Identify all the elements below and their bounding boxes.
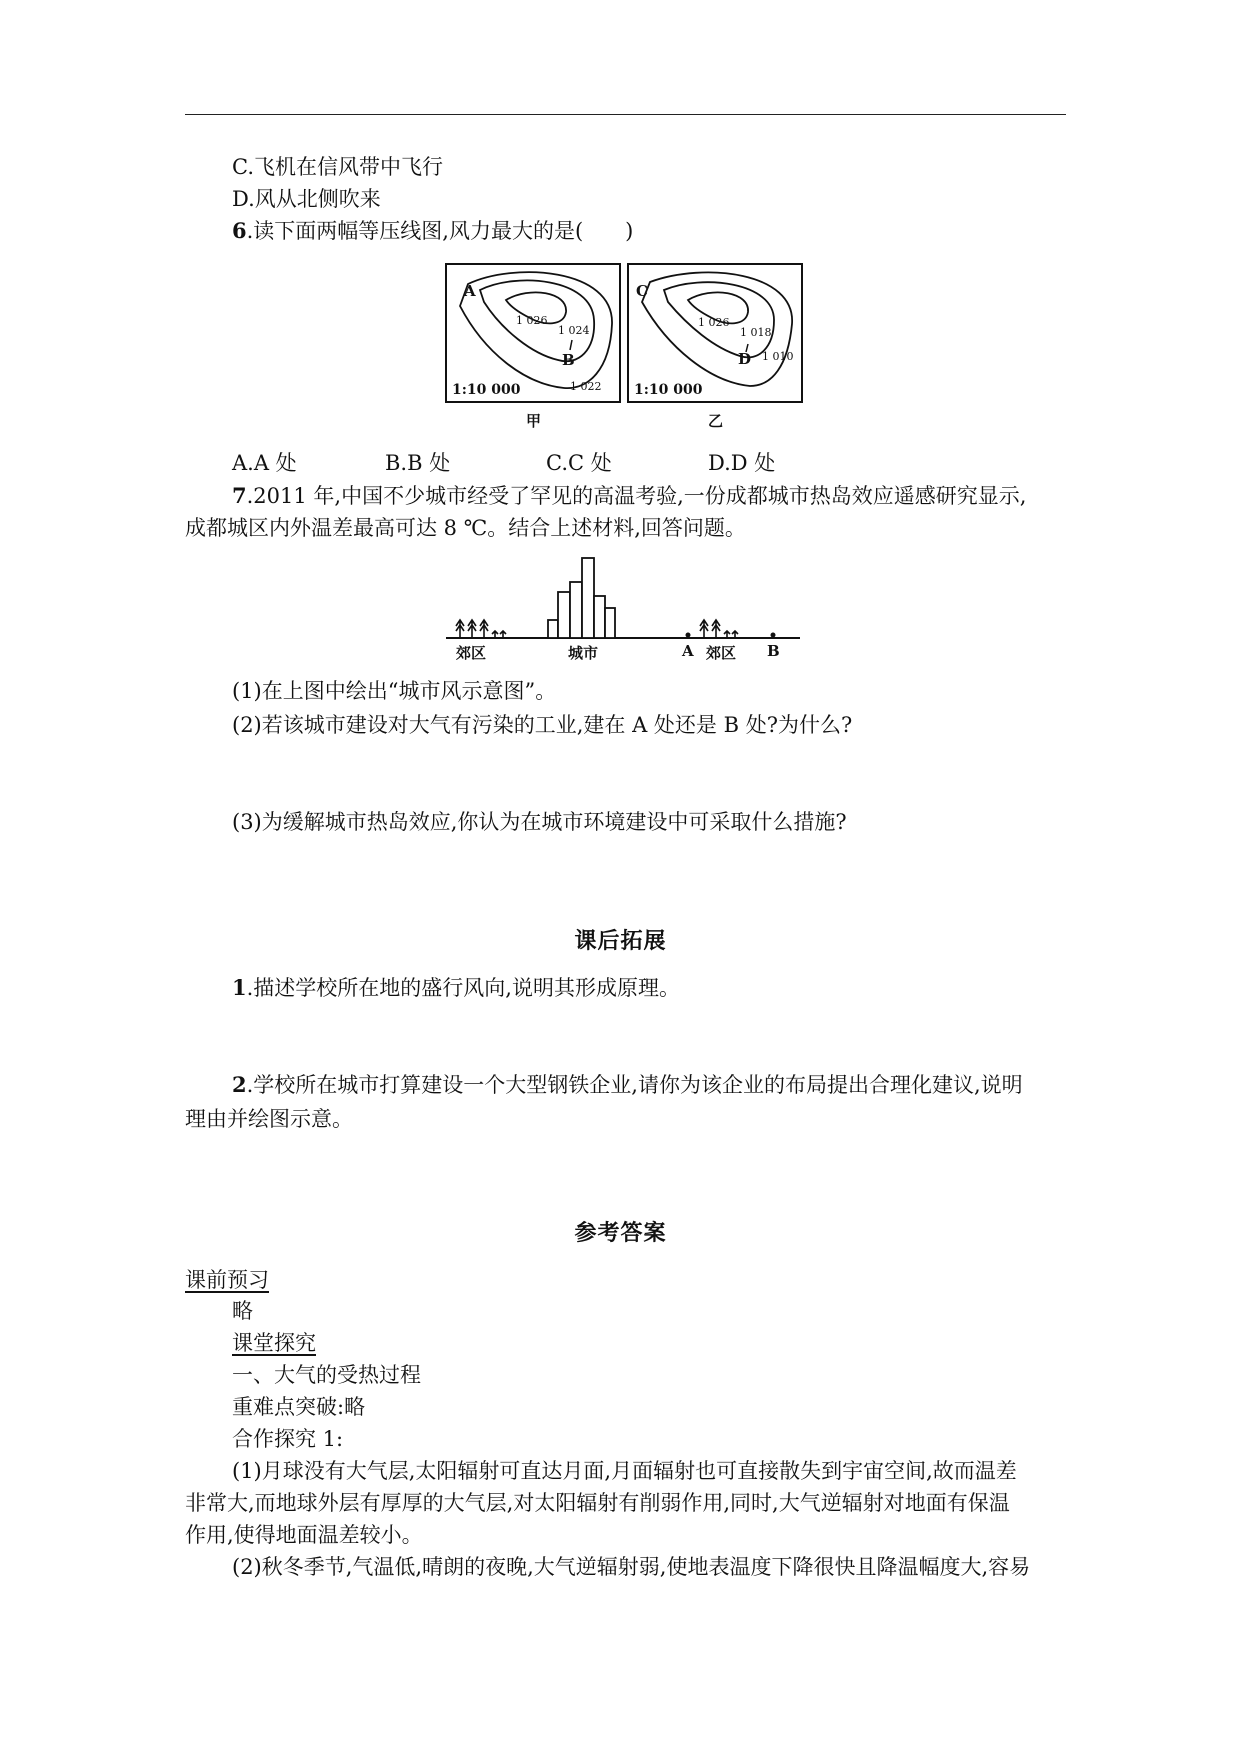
q5-option-c: C.飞机在信风带中飞行 [232,155,443,179]
answers-preview-heading: 课前预习 [185,1268,269,1292]
q6-option-b: B.B 处 [385,451,451,475]
label-suburb-left: 郊区 [456,644,487,662]
q5-option-d: D.风从北侧吹来 [232,187,381,211]
answers-p2-line-1: (2)秋冬季节,气温低,晴朗的夜晚,大气逆辐射弱,使地表温度下降很快且降温幅度大,容易 [232,1555,1031,1579]
map-yi-isobar-1018: 1 018 [740,326,772,339]
answers-preview-text: 略 [232,1299,253,1323]
answers-section-1: 一、大气的受热过程 [232,1363,421,1387]
map-jia-caption: 甲 [526,412,542,430]
answers-key-points: 重难点突破:略 [232,1395,366,1419]
q6-stem [232,216,633,246]
section-title-answers: 参考答案 [574,1220,667,1246]
answers-p1-line-1: (1)月球没有大气层,太阳辐射可直达月面,月面辐射也可直接散失到宇宙空间,故而温差 [232,1459,1017,1483]
urban-heat-island-figure [444,554,804,664]
label-city: 城市 [568,644,599,662]
map-jia-point-a: A [464,282,476,300]
q7-sub-3: (3)为缓解城市热岛效应,你认为在城市环境建设中可采取什么措施? [232,810,847,834]
map-yi-isobar-1010: 1 010 [762,350,794,363]
q7-line-2: 成都城区内外温差最高可达 8 ℃。结合上述材料,回答问题。 [185,516,746,540]
tree-icon [456,620,506,638]
point-a-marker [686,633,691,638]
q7-number: 7 [232,483,247,508]
map-yi-scale: 1:10 000 [634,382,703,398]
q7-sub-2: (2)若该城市建设对大气有污染的工业,建在 A 处还是 B 处?为什么? [232,713,853,737]
tree-icon [700,620,738,638]
point-b-marker [771,633,776,638]
map-jia-isobar-1022: 1 022 [570,380,602,393]
map-jia-point-b-tick [570,340,572,350]
map-yi-point-c: C [636,282,648,300]
ext-q2-line-1: 2.学校所在城市打算建设一个大型钢铁企业,请你为该企业的布局提出合理化建议,说明 [232,1072,1023,1097]
map-yi-point-d: D [738,350,752,368]
q6-number: 6 [232,218,247,243]
map-jia-isobar-1024: 1 024 [558,324,590,337]
map-yi-isobar-1026: 1 026 [698,316,730,329]
ext-q2-line-2: 理由并绘图示意。 [185,1107,353,1131]
map-yi-caption: 乙 [708,412,724,430]
answers-coop-1: 合作探究 1: [232,1427,344,1451]
map-jia-scale: 1:10 000 [452,382,521,398]
map-jia-point-b: B [562,351,575,369]
label-point-a: A [682,642,694,660]
q6-option-d: D.D 处 [708,451,776,475]
q6-stem-text: .读下面两幅等压线图,风力最大的是( ) [246,219,634,243]
answers-class-heading: 课堂探究 [232,1331,316,1355]
answers-p1-line-2: 非常大,而地球外层有厚厚的大气层,对太阳辐射有削弱作用,同时,大气逆辐射对地面有保温 [185,1491,1010,1515]
isobar-maps-figure [444,262,804,432]
isobar-map-yi [628,264,802,430]
header-rule [185,114,1066,115]
label-suburb-right: 郊区 [706,644,737,662]
isobar-map-jia [446,264,620,430]
ext-q1-number: 1 [232,975,247,1000]
label-point-b: B [767,642,780,660]
ext-q2-number: 2 [232,1072,247,1097]
city-buildings [548,558,615,638]
q6-option-c: C.C 处 [546,451,612,475]
section-title-extension: 课后拓展 [574,928,667,954]
map-jia-isobar-1026: 1 026 [516,314,548,327]
ext-q1: 1.描述学校所在地的盛行风向,说明其形成原理。 [232,975,680,1000]
q7-line-1: 7.2011 年,中国不少城市经受了罕见的高温考验,一份成都城市热岛效应遥感研究显示, [232,483,1027,508]
q6-option-a: A.A 处 [232,451,297,475]
answers-p1-line-3: 作用,使得地面温差较小。 [185,1523,423,1547]
q7-sub-1: (1)在上图中绘出“城市风示意图”。 [232,679,557,703]
